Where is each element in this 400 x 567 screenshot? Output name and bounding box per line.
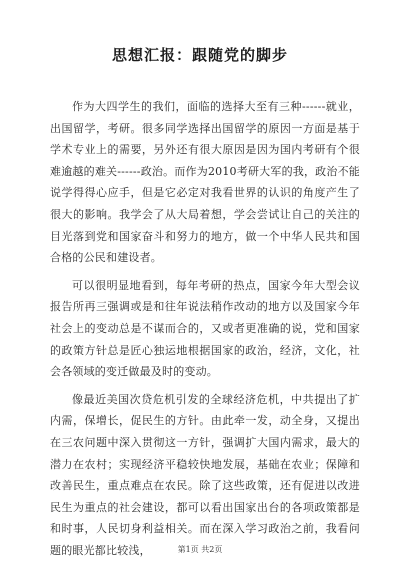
page-number: 第1页 共2页	[177, 545, 223, 554]
paragraph-2: 可以很明显地看到，每年考研的热点，国家今年大型会议报告所再三强调或是和往年说法稍作改动的地方以及国家今年社会上的变动总是不谋而合的，又或者更准确的说，党和国家的政策方针总是匠心独运地根据国家的政治，经济，文化，社会各领域的变迁做最及时的变动。	[50, 278, 360, 379]
document-title: 思想汇报：跟随党的脚步	[111, 46, 288, 64]
document-body	[50, 96, 360, 567]
paragraph-3: 像最近美国次贷危机引发的全球经济危机，中共提出了扩内需，保增长，促民生的方针。由此牵一发，动全身，又提出在三农问题中深入贯彻这一方针，强调扩大国内需求，最大的潜力在农村；实现经济平稳较快地发展，基础在农业；保障和改善民生，重点难点在农民。除了这些政策，还有促进以改进民生为重点的社会建设，都可以看出国家出台的各项政策都是和时事，人民切身利益相关。而在深入学习政治之前，我看问题的眼光都比较浅，	[50, 392, 360, 557]
paragraph-1: 作为大四学生的我们，面临的选择大至有三种------就业，出国留学，考研。很多同学选择出国留学的原因一方面是基于学术专业上的需要，另外还有很大原因是因为国内考研有个很难逾越的难关------政治。而作为2010考研大军的我，政治不能说学得得心应手，但是它必定对我看世界的认识的角度产生了很大的影响。我学会了从大局着想，学会尝试让自己的关注的目光落到党和国家奋斗和努力的地方，做一个中华人民共和国合格的公民和建设者。	[50, 100, 360, 265]
